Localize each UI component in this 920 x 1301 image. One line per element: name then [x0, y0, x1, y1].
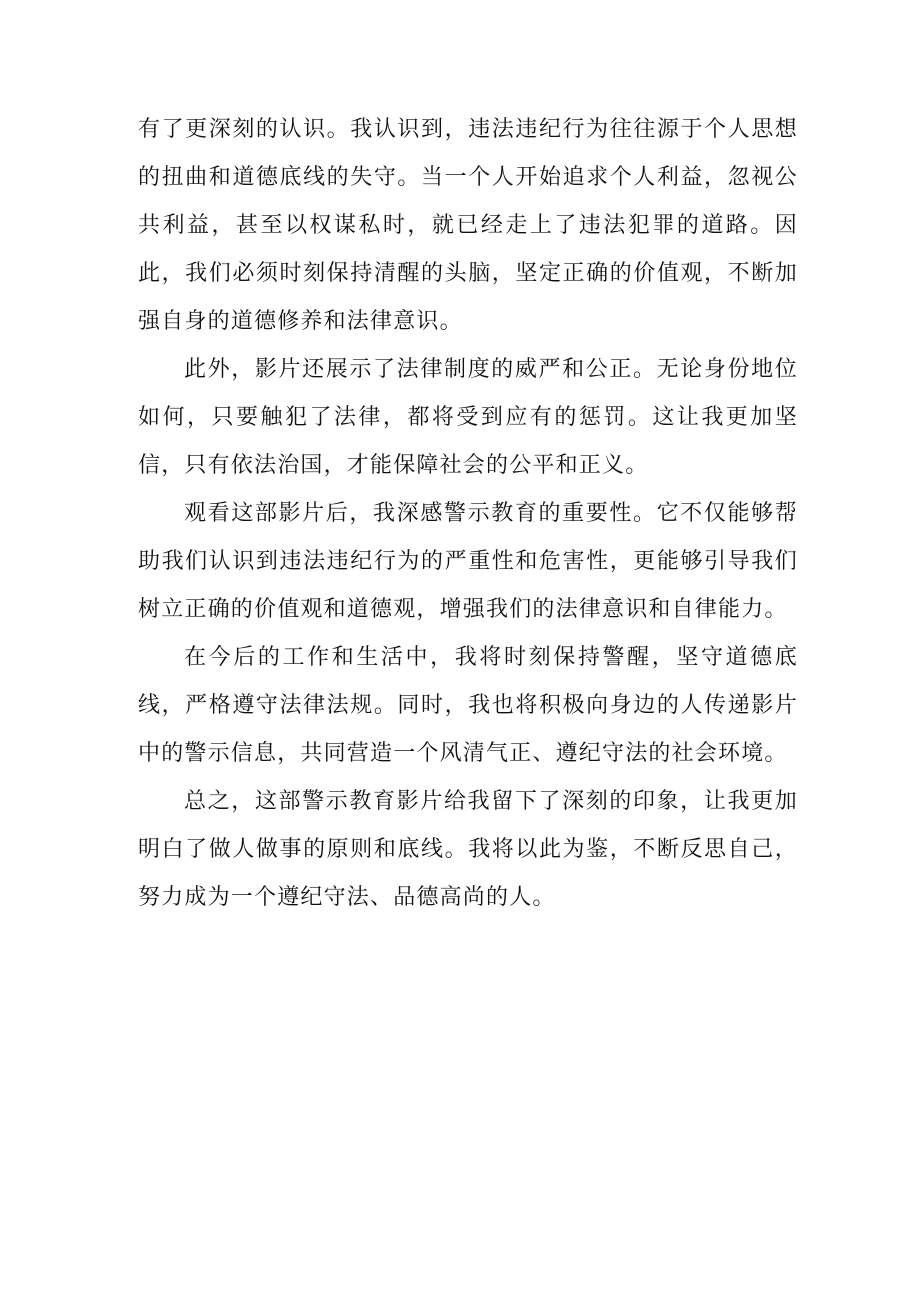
document-body	[138, 106, 798, 922]
paragraph: 在今后的工作和生活中，我将时刻保持警醒，坚守道德底线，严格遵守法律法规。同时，我也将积极向身边的人传递影片中的警示信息，共同营造一个风清气正、遵纪守法的社会环境。	[138, 645, 798, 766]
paragraph: 观看这部影片后，我深感警示教育的重要性。它不仅能够帮助我们认识到违法违纪行为的严重性和危害性，更能够引导我们树立正确的价值观和道德观，增强我们的法律意识和自律能力。	[138, 501, 798, 622]
paragraph-continuation: 有了更深刻的认识。我认识到，违法违纪行为往往源于个人思想的扭曲和道德底线的失守。当一个人开始追求个人利益，忽视公共利益，甚至以权谋私时，就已经走上了违法犯罪的道路。因此，我们必须时刻保持清醒的头脑，坚定正确的价值观，不断加强自身的道德修养和法律意识。	[138, 117, 798, 334]
paragraph: 此外，影片还展示了法律制度的威严和公正。无论身份地位如何，只要触犯了法律，都将受到应有的惩罚。这让我更加坚信，只有依法治国，才能保障社会的公平和正义。	[138, 357, 798, 478]
paragraph: 总之，这部警示教育影片给我留下了深刻的印象，让我更加明白了做人做事的原则和底线。我将以此为鉴，不断反思自己，努力成为一个遵纪守法、品德高尚的人。	[138, 789, 798, 910]
